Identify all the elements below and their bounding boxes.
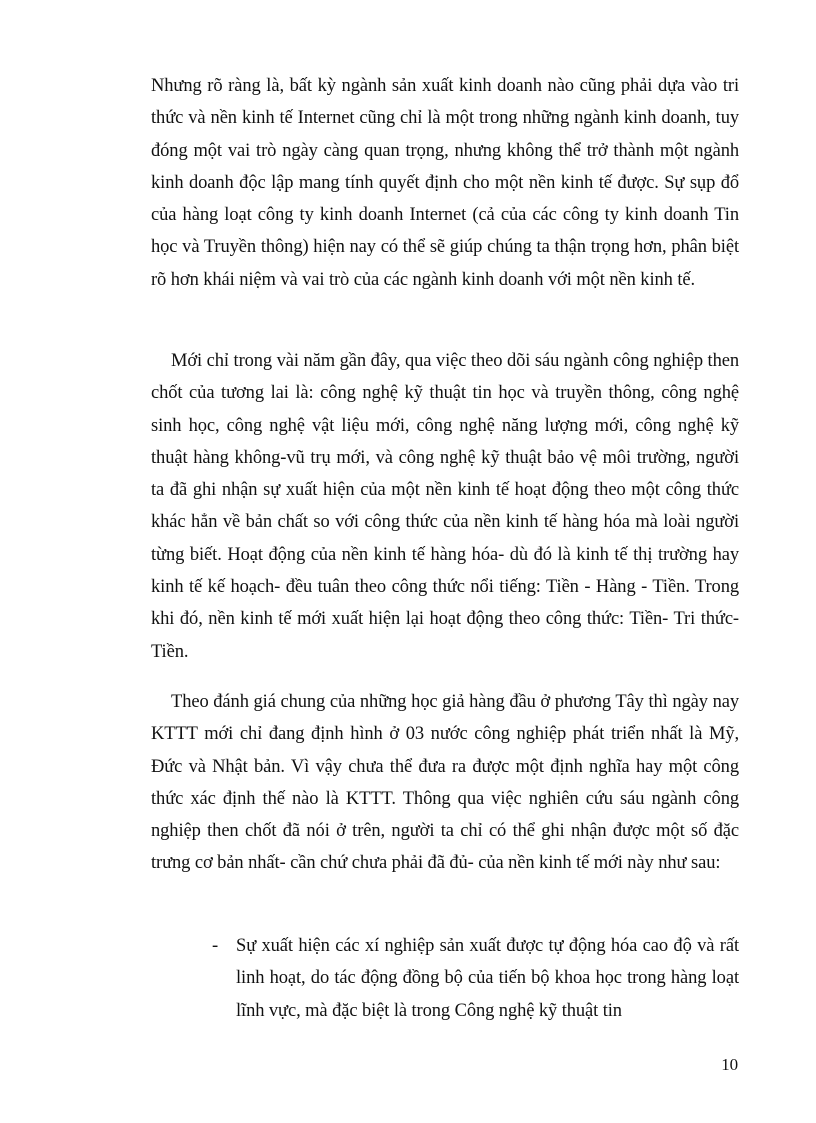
- bullet-text: Sự xuất hiện các xí nghiệp sản xuất được tự động hóa cao độ và rất linh hoạt, do tác động đồng bộ của tiến bộ khoa học trong hàng loạt lĩnh vực, mà đặc biệt là trong Công nghệ kỹ thuật tin: [236, 936, 739, 1021]
- page-number: 10: [721, 1055, 738, 1074]
- paragraph-internet-economy: Nhưng rõ ràng là, bất kỳ ngành sản xuất kinh doanh nào cũng phải dựa vào tri thức và nền kinh tế Internet cũng chỉ là một trong những ngành kinh doanh, tuy đóng một vai trò ngày càng quan trọng, nhưng không thể trở thành một ngành kinh doanh độc lập mang tính quyết định cho một nền kinh tế được. Sự sụp đổ của hàng loạt công ty kinh doanh Internet (cả của các công ty kinh doanh Tin học và Truyền thông) hiện nay có thể sẽ giúp chúng ta thận trọng hơn, phân biệt rõ hơn khái niệm và vai trò của các ngành kinh doanh với một nền kinh tế.: [151, 76, 739, 290]
- paragraph-key-industries: Mới chỉ trong vài năm gần đây, qua việc theo dõi sáu ngành công nghiệp then chốt của tương lai là: công nghệ kỹ thuật tin học và truyền thông, công nghệ sinh học, công nghệ vật liệu mới, công nghệ năng lượng mới, công nghệ kỹ thuật hàng không-vũ trụ mới, và công nghệ kỹ thuật bảo vệ môi trường, người ta đã ghi nhận sự xuất hiện của một nền kinh tế hoạt động theo một công thức khác hẳn về bản chất so với công thức của nền kinh tế hàng hóa mà loài người từng biết. Hoạt động của nền kinh tế hàng hóa- dù đó là kinh tế thị trường hay kinh tế kế hoạch- đều tuân theo công thức nổi tiếng: Tiền - Hàng - Tiền. Trong khi đó, nền kinh tế mới xuất hiện lại hoạt động theo công thức: Tiền- Tri thức- Tiền.: [151, 351, 739, 662]
- bullet-marker: -: [212, 936, 219, 956]
- paragraph-western-scholars: Theo đánh giá chung của những học giả hàng đầu ở phương Tây thì ngày nay KTTT mới chỉ đang định hình ở 03 nước công nghiệp phát triển nhất là Mỹ, Đức và Nhật bản. Vì vậy chưa thể đưa ra được một định nghĩa hay một công thức xác định thế nào là KTTT. Thông qua việc nghiên cứu sáu ngành công nghiệp then chốt đã nói ở trên, người ta chỉ có thể ghi nhận được một số đặc trưng cơ bản nhất- cần chứ chưa phải đã đủ- của nền kinh tế mới này như sau:: [151, 692, 739, 874]
